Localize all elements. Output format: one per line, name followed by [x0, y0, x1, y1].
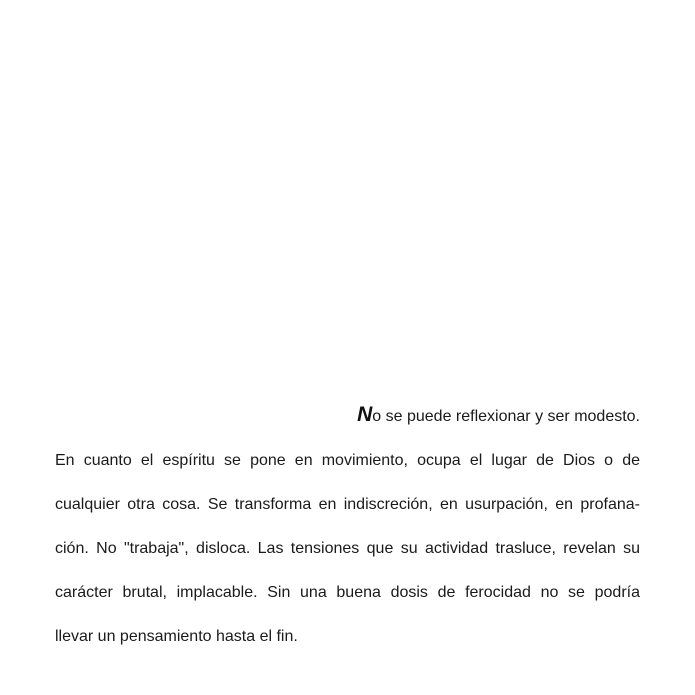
paragraph-line-4: carácter brutal, implacable. Sin una buena dosis de ferocidad no se podría [55, 584, 640, 601]
initial-letter: N [357, 403, 373, 426]
opening-sentence [55, 393, 640, 439]
paragraph-line-1: En cuanto el espíritu se pone en movimiento, ocupa el lugar de Dios o de [55, 452, 640, 469]
text-block [55, 393, 640, 659]
paragraph-line-5: llevar un pensamiento hasta el fin. [55, 628, 298, 645]
paragraph-line-2: cualquier otra cosa. Se transforma en indiscreción, en usurpación, en profana- [55, 496, 640, 513]
paragraph-line-3: ción. No "trabaja", disloca. Las tensiones que su actividad trasluce, revelan su [55, 540, 640, 557]
opening-sentence-rest: o se puede reflexionar y ser modesto. [372, 408, 640, 425]
